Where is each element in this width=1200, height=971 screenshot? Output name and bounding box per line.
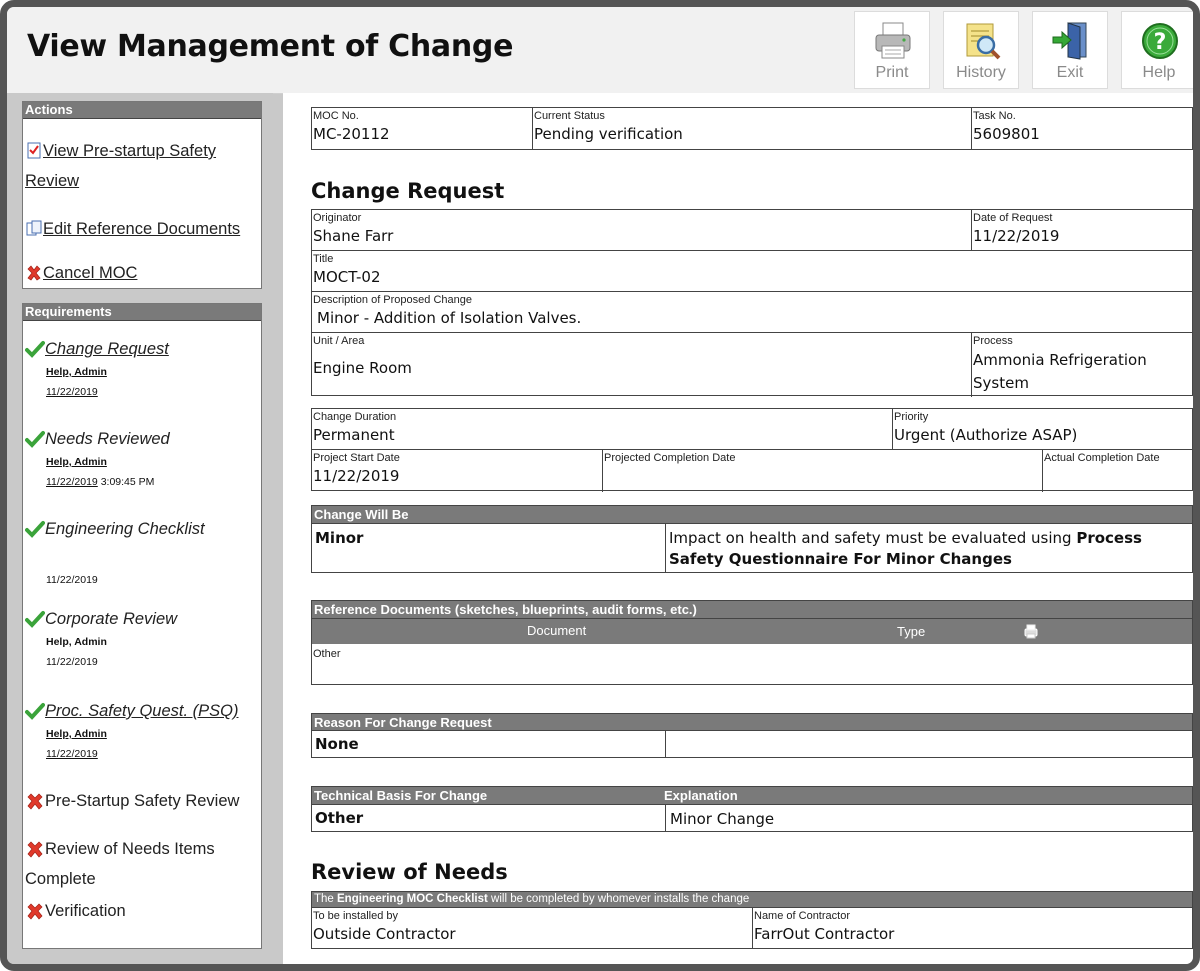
- cancel-moc-link[interactable]: [25, 258, 253, 288]
- moc-number-caption: MOC No.: [313, 110, 359, 122]
- requirement-date: 11/22/2019: [46, 574, 98, 586]
- reason-extra: [669, 733, 670, 751]
- date-of-request-caption: Date of Request: [973, 212, 1053, 224]
- actual-completion-cell: [1043, 450, 1192, 492]
- printer-icon: [872, 20, 914, 62]
- document-column-header: Document: [527, 623, 587, 638]
- reason-value: None: [315, 735, 359, 753]
- change-duration-caption: Change Duration: [313, 411, 397, 423]
- review-note-suffix: will be completed by whomever installs the change: [487, 893, 750, 905]
- checklist-icon: [25, 141, 43, 159]
- requirement-date: 11/22/2019: [46, 656, 98, 668]
- requirement-time: 3:09:45 PM: [100, 476, 155, 488]
- red-x-icon: [25, 840, 45, 858]
- requirement-label: Change Request: [45, 340, 169, 358]
- change-impact-text: Impact on health and safety must be evaluated using: [669, 529, 1077, 547]
- review-of-needs-note: [311, 891, 1193, 907]
- explanation-cell: [669, 805, 1189, 831]
- requirement-label: Corporate Review: [45, 610, 178, 628]
- reason-heading: Reason For Change Request: [311, 713, 1193, 731]
- history-button[interactable]: [943, 11, 1019, 89]
- exit-label: Exit: [1056, 64, 1084, 81]
- add-document-icon[interactable]: [1022, 622, 1040, 640]
- change-type: Minor: [315, 529, 364, 547]
- change-duration: Permanent: [313, 426, 395, 444]
- requirement-label: Engineering Checklist: [45, 520, 205, 538]
- technical-basis-value: Other: [315, 809, 364, 827]
- priority: Urgent (Authorize ASAP): [894, 426, 1078, 444]
- requirement-psq[interactable]: [25, 700, 255, 760]
- technical-basis-row: [311, 804, 1193, 832]
- explanation-heading: Explanation: [664, 788, 738, 803]
- change-will-be-heading: Change Will Be: [311, 505, 1193, 523]
- reason-row: [311, 730, 1193, 758]
- technical-basis-heading: Technical Basis For Change: [314, 788, 488, 803]
- check-icon: [25, 702, 45, 720]
- actions-panel: [22, 101, 262, 289]
- page-header: [7, 7, 1193, 94]
- help-button[interactable]: [1121, 11, 1197, 89]
- installed-by-cell: [312, 908, 752, 948]
- project-start-cell: [312, 450, 602, 492]
- installed-by: Outside Contractor: [313, 925, 456, 943]
- print-label: Print: [875, 64, 909, 81]
- requirement-user[interactable]: Help, Admin: [46, 456, 107, 468]
- reference-docs-column-header: [312, 619, 1192, 644]
- requirement-label: Pre-Startup Safety Review: [45, 792, 240, 810]
- red-x-icon: [25, 264, 43, 282]
- reference-doc-type: Other: [313, 648, 341, 660]
- title-cell: [312, 251, 1192, 291]
- requirement-verification[interactable]: [25, 900, 255, 922]
- page-title: View Management of Change: [27, 29, 514, 64]
- description-caption: Description of Proposed Change: [313, 294, 472, 306]
- task-number-cell: [972, 108, 1192, 149]
- exit-door-icon: [1050, 20, 1092, 62]
- reference-docs-table: [311, 618, 1193, 685]
- change-type-cell: [315, 524, 665, 572]
- requirement-label: Review of Needs Items Complete: [25, 840, 215, 888]
- unit-area-caption: Unit / Area: [313, 335, 365, 347]
- date-of-request-cell: [972, 210, 1192, 251]
- type-column-header: Type: [897, 624, 926, 639]
- description: Minor - Addition of Isolation Valves.: [317, 309, 582, 327]
- mo-title: MOCT-02: [313, 268, 381, 286]
- description-cell: [312, 292, 1192, 332]
- requirement-label: Needs Reviewed: [45, 430, 170, 448]
- help-question-icon: [1139, 20, 1181, 62]
- change-duration-cell: [312, 409, 892, 450]
- schedule-table: [311, 408, 1193, 491]
- requirement-review-needs-complete[interactable]: [25, 834, 251, 894]
- change-request-heading: Change Request: [311, 179, 505, 203]
- actions-heading: Actions: [23, 102, 261, 119]
- contractor-name-caption: Name of Contractor: [754, 910, 850, 922]
- divider: [665, 731, 666, 757]
- history-label: History: [956, 64, 1006, 81]
- change-request-table: [311, 209, 1193, 396]
- installed-by-caption: To be installed by: [313, 910, 398, 922]
- requirement-label: Proc. Safety Quest. (PSQ): [45, 702, 239, 720]
- projected-completion-caption: Projected Completion Date: [604, 452, 736, 464]
- project-start-caption: Project Start Date: [313, 452, 400, 464]
- requirement-date: 11/22/2019: [46, 748, 98, 760]
- title-caption: Title: [313, 253, 334, 265]
- requirement-needs-reviewed[interactable]: [25, 428, 255, 488]
- technical-basis-heading-bar: [311, 786, 1193, 804]
- requirement-date: 11/22/2019: [46, 386, 98, 398]
- projected-completion-cell: [603, 450, 1041, 492]
- requirement-user[interactable]: Help, Admin: [46, 366, 107, 378]
- current-status: Pending verification: [534, 125, 683, 143]
- requirement-pssr[interactable]: [25, 790, 255, 812]
- process-line-2: System: [973, 374, 1029, 392]
- requirements-panel: [22, 303, 262, 949]
- explanation-value: Minor Change: [670, 810, 775, 828]
- process-caption: Process: [973, 335, 1013, 347]
- check-icon: [25, 430, 45, 448]
- documents-icon: [25, 219, 43, 237]
- review-note-bold: Engineering MOC Checklist: [337, 893, 488, 905]
- current-status-caption: Current Status: [534, 110, 605, 122]
- check-icon: [25, 610, 45, 628]
- technical-basis-cell: [315, 805, 665, 831]
- current-status-cell: [533, 108, 971, 149]
- review-note-prefix: The: [314, 893, 338, 905]
- divider: [665, 524, 666, 572]
- task-number: 5609801: [973, 125, 1040, 143]
- originator-cell: [312, 210, 971, 251]
- review-of-needs-heading: Review of Needs: [311, 860, 508, 884]
- main-content: [283, 93, 1193, 971]
- requirement-user[interactable]: Help, Admin: [46, 728, 107, 740]
- originator-caption: Originator: [313, 212, 362, 224]
- requirement-engineering-checklist[interactable]: [25, 518, 255, 586]
- originator: Shane Farr: [313, 227, 394, 245]
- contractor-name-cell: [753, 908, 1192, 948]
- requirement-change-request[interactable]: [25, 338, 255, 398]
- print-button[interactable]: [854, 11, 930, 89]
- requirement-user: Help, Admin: [46, 636, 107, 648]
- reference-docs-heading: Reference Documents (sketches, blueprints, audit forms, etc.): [311, 600, 1193, 618]
- unit-area: Engine Room: [313, 359, 412, 377]
- reason-extra-cell: [669, 731, 1189, 757]
- priority-caption: Priority: [894, 411, 929, 423]
- contractor-name: FarrOut Contractor: [754, 925, 895, 943]
- requirement-date: 11/22/2019: [46, 476, 98, 488]
- date-of-request: 11/22/2019: [973, 227, 1060, 245]
- check-icon: [25, 520, 45, 538]
- check-icon: [25, 340, 45, 358]
- help-label: Help: [1142, 64, 1176, 81]
- red-x-icon: [25, 902, 45, 920]
- view-pssr-link[interactable]: [25, 136, 253, 196]
- red-x-icon: [25, 792, 45, 810]
- requirement-corporate-review[interactable]: [25, 608, 255, 668]
- process-cell: [972, 333, 1192, 397]
- divider: [665, 805, 666, 831]
- reason-cell: [315, 731, 665, 757]
- process-line-1: Ammonia Refrigeration: [973, 351, 1147, 369]
- moc-number-cell: [312, 108, 532, 149]
- svg-text:?: ?: [1153, 30, 1167, 55]
- change-impact-note: [669, 524, 1191, 572]
- requirements-heading: Requirements: [23, 304, 261, 321]
- sidebar: [7, 93, 273, 971]
- requirement-datetime: [25, 476, 255, 488]
- psq-minor-link-text: Process Safety Questionnaire For Minor Changes: [669, 529, 1142, 568]
- moc-summary-row: [311, 107, 1193, 150]
- task-number-caption: Task No.: [973, 110, 1016, 122]
- edit-reference-docs-link[interactable]: [25, 214, 253, 244]
- history-magnifier-icon: [961, 20, 1003, 62]
- change-will-be-row: [311, 523, 1193, 573]
- edit-reference-docs-label: Edit Reference Documents: [43, 220, 241, 238]
- project-start-date: 11/22/2019: [313, 467, 400, 485]
- review-of-needs-row: [311, 907, 1193, 949]
- priority-cell: [893, 409, 1192, 450]
- actual-completion-caption: Actual Completion Date: [1044, 452, 1160, 464]
- moc-number: MC-20112: [313, 125, 390, 143]
- unit-area-cell: [312, 333, 971, 397]
- requirement-label: Verification: [45, 902, 126, 920]
- view-pssr-label: View Pre-startup Safety Review: [25, 142, 217, 190]
- cancel-moc-label: Cancel MOC: [43, 264, 138, 282]
- exit-button[interactable]: [1032, 11, 1108, 89]
